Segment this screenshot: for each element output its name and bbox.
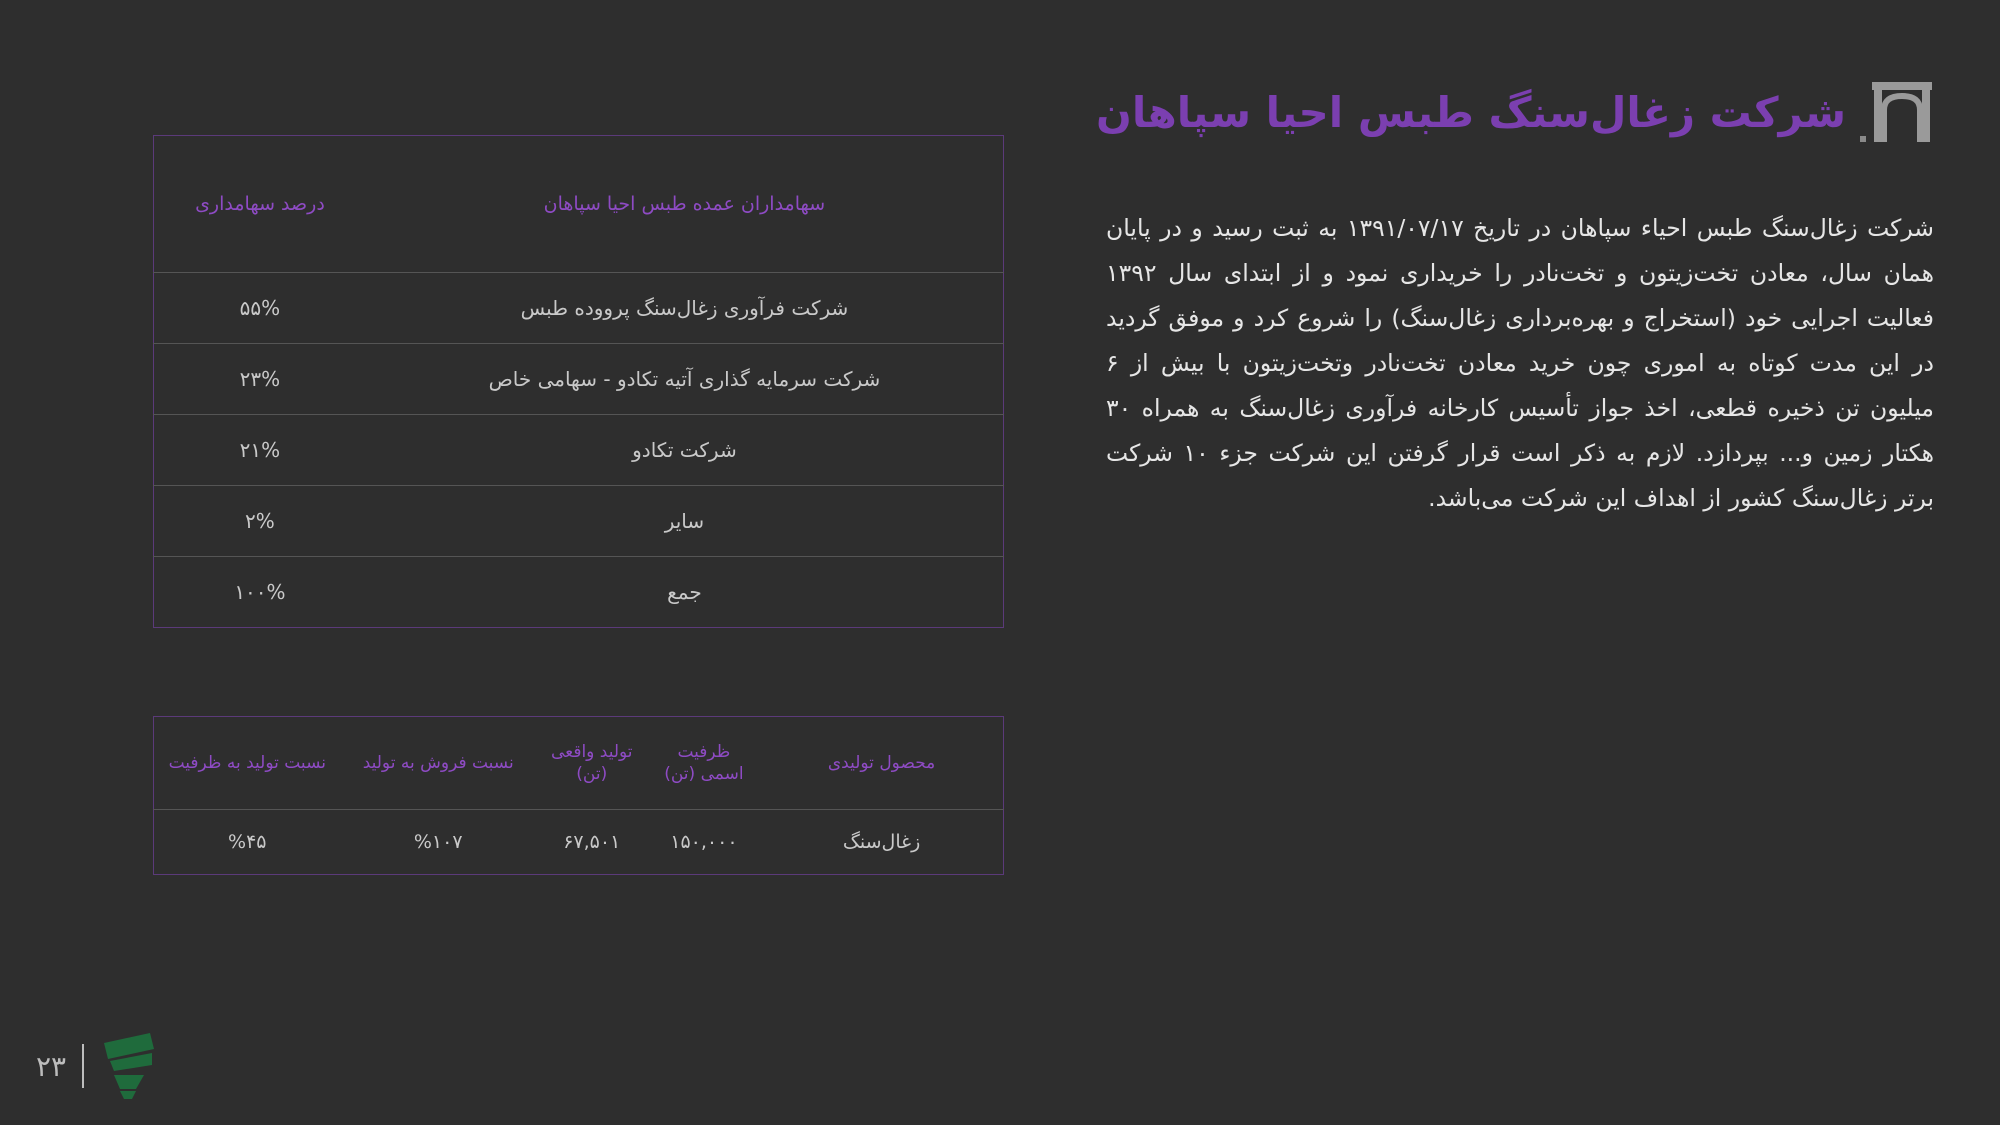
- table-row: [154, 415, 1004, 486]
- table-header-row: [154, 717, 1004, 810]
- footer-divider: [82, 1044, 84, 1088]
- shareholder-percent: ۵۵%: [154, 273, 366, 344]
- company-logo: [100, 1031, 156, 1101]
- header-share-percent: درصد سهامداری: [154, 136, 366, 273]
- table-header-row: [154, 136, 1004, 273]
- header-production-ratio: نسبت تولید به ظرفیت: [154, 717, 341, 810]
- shareholder-name: شرکت فرآوری زغال‌سنگ پرووده طبس: [366, 273, 1004, 344]
- header-actual-production: تولید واقعی (تن): [536, 717, 648, 810]
- actual-production-value: ۶۷,۵۰۱: [563, 831, 621, 853]
- capacity-value: ۱۵۰,۰۰۰: [670, 831, 738, 853]
- production-table: [153, 716, 1004, 875]
- page-number: ۲۳: [36, 1049, 67, 1083]
- shareholders-table: [153, 135, 1004, 628]
- header-shareholders: سهامداران عمده طبس احیا سپاهان: [366, 136, 1004, 273]
- table-row: [154, 486, 1004, 557]
- footer: [36, 1031, 156, 1101]
- company-description: شرکت زغال‌سنگ طبس احیاء سپاهان در تاریخ ۱۳۹۱/۰۷/۱۷ به ثبت رسید و در پایان همان سال، معادن تخت‌زیتون و تخت‌نادر را خریداری نمود و از ابتدای سال ۱۳۹۲ فعالیت اجرایی خود (استخراج و بهره‌برداری زغال‌سنگ) را شروع کرد و موفق گردید در این مدت کوتاه به اموری چون خرید معادن تخت‌نادر وتخت‌زیتون با بیش از ۶ میلیون تن ذخیره قطعی، اخذ جواز تأسیس کارخانه فرآوری زغال‌سنگ به همراه ۳۰ هکتار زمین و... بپردازد. لازم به ذکر است قرار گرفتن این شرکت جزء ۱۰ شرکت برتر زغال‌سنگ کشور از اهداف این شرکت می‌باشد.: [1106, 214, 1934, 512]
- mine-tunnel-icon: [1860, 80, 1936, 144]
- sales-ratio-value: %۱۰۷: [413, 831, 463, 853]
- product-name: زغال‌سنگ: [842, 831, 921, 853]
- table-row: [154, 344, 1004, 415]
- header-product: محصول تولیدی: [760, 717, 1003, 810]
- table-total-row: [154, 557, 1004, 628]
- table-row: [154, 810, 1004, 875]
- shareholder-name: شرکت تکادو: [366, 415, 1004, 486]
- header-capacity: ظرفیت اسمی (تن): [648, 717, 761, 810]
- total-label: جمع: [667, 580, 702, 604]
- shareholder-percent: ۲%: [154, 486, 366, 557]
- shareholder-percent: ۲۳%: [154, 344, 366, 415]
- page-title: شرکت زغال‌سنگ طبس احیا سپاهان: [1096, 87, 1846, 137]
- production-ratio-value: %۴۵: [228, 831, 267, 853]
- shareholder-name: سایر: [366, 486, 1004, 557]
- total-percent: ۱۰۰%: [234, 580, 286, 604]
- shareholder-percent: ۲۱%: [154, 415, 366, 486]
- title-bar: [1096, 80, 1936, 144]
- table-row: [154, 273, 1004, 344]
- header-sales-ratio: نسبت فروش به تولید: [341, 717, 536, 810]
- shareholder-name: شرکت سرمایه گذاری آتیه تکادو - سهامی خاص: [366, 344, 1004, 415]
